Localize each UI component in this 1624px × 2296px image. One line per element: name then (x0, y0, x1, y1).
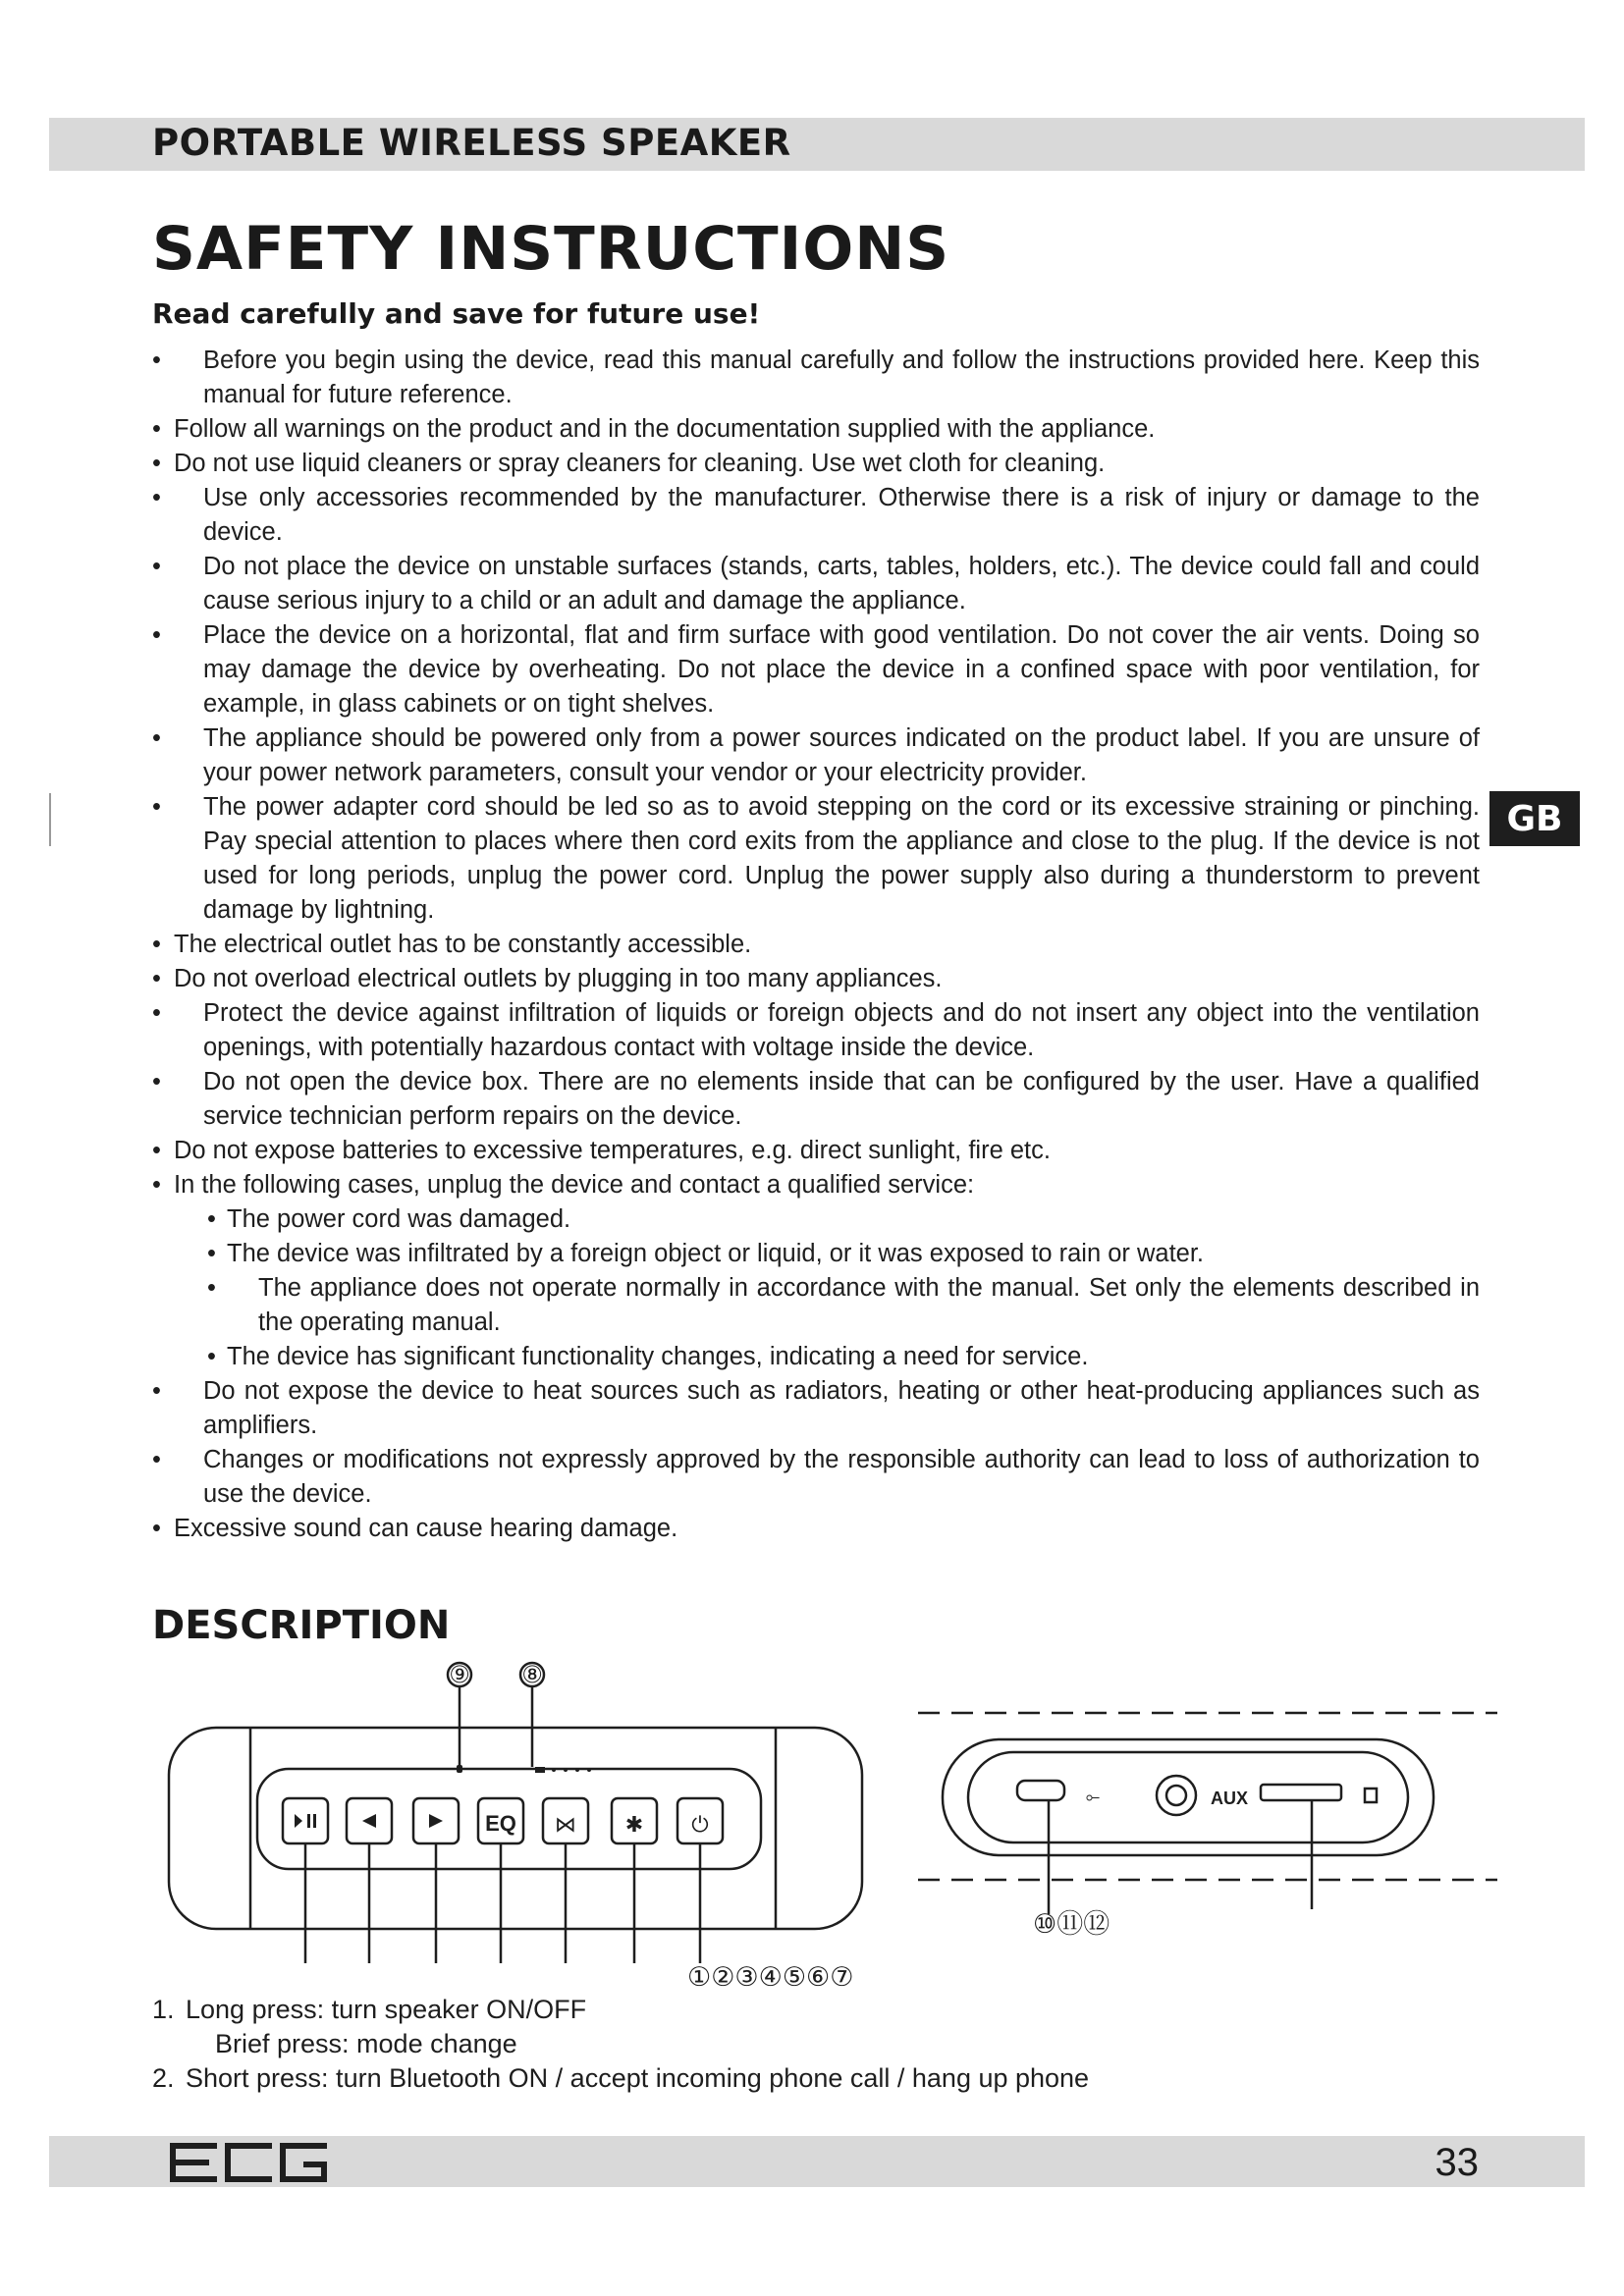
power-icon: ⏻ (691, 1813, 709, 1838)
callout-group-10-12: ⑩⑪⑫ (1033, 1909, 1110, 1940)
item-text: Long press: turn speaker ON/OFF (186, 1995, 587, 2024)
list-item (152, 2061, 1330, 2096)
list-item: • Changes or modifications not expressly approved by the responsible authority can lead to loss of authorization to use the device. (152, 1443, 1480, 1512)
item-number: 1. (152, 1995, 175, 2024)
ecg-logo (167, 2141, 334, 2184)
list-item (152, 1993, 1330, 2061)
pause-icon (307, 1814, 310, 1828)
list-item: • Excessive sound can cause hearing damage. (152, 1512, 1480, 1546)
aux-port (1157, 1776, 1196, 1815)
item-text-continued: Brief press: mode change (215, 2029, 517, 2058)
bluetooth-icon: ✱ (624, 1813, 644, 1838)
led-indicator-icon (535, 1767, 545, 1773)
list-item: • The appliance should be powered only from a power sources indicated on the product label. If you are unsure of your power network parameters, consult your vendor or your electricity provider. (152, 721, 1480, 790)
list-item: • In the following cases, unplug the device and contact a qualified service: (152, 1168, 1480, 1202)
aux-label: AUX (1210, 1789, 1249, 1808)
header-title: PORTABLE WIRELESS SPEAKER (152, 122, 791, 164)
mic-icon (457, 1765, 462, 1773)
list-item: • Follow all warnings on the product and in the documentation supplied with the appliance. (152, 412, 1480, 447)
list-item: • Do not use liquid cleaners or spray cleaners for cleaning. Use wet cloth for cleaning. (152, 447, 1480, 481)
list-item: • Do not open the device box. There are no elements inside that can be configured by the user. Have a qualified service technician perform repairs on the device. (152, 1065, 1480, 1134)
callout-group-1-7: ①②③④⑤⑥⑦ (687, 1962, 854, 1993)
play-icon (295, 1814, 302, 1828)
description-list (152, 1993, 1330, 2096)
item-text: Short press: turn Bluetooth ON / accept incoming phone call / hang up phone (186, 2063, 1090, 2093)
list-item: • Protect the device against infiltration of liquids or foreign objects and do not insert any object into the ventilation openings, with potentially hazardous contact with voltage inside the device. (152, 996, 1480, 1065)
list-item: • The power adapter cord should be led so as to avoid stepping on the cord or its excessive straining or pinching. Pay special attention to places where then cord exits from the appliance and close to the plug. If the device is not used for long periods, unplug the power cord. Unplug the power supply also during a thunderstorm to prevent damage by lightning. (152, 790, 1480, 928)
list-item: • The electrical outlet has to be constantly accessible. (152, 928, 1480, 962)
language-tab: GB (1489, 791, 1580, 846)
list-item: • Do not place the device on unstable surfaces (stands, carts, tables, holders, etc.). The device could fall and could cause serious injury to a child or an adult and damage the appliance. (152, 550, 1480, 618)
eq-label: EQ (485, 1811, 516, 1836)
usb-icon: ⟜ (1085, 1787, 1101, 1807)
sub-list-item: • The appliance does not operate normally in accordance with the manual. Set only the elements described in the operating manual. (152, 1271, 1480, 1340)
usb-port (1017, 1781, 1064, 1800)
list-item: • Before you begin using the device, read this manual carefully and follow the instructions provided here. Keep this manual for future reference. (152, 344, 1480, 412)
callout-9-number: ⑨ (449, 1661, 470, 1688)
sub-list-item: • The device was infiltrated by a foreign object or liquid, or it was exposed to rain or water. (152, 1237, 1480, 1271)
page-title: SAFETY INSTRUCTIONS (152, 214, 950, 284)
list-item: • Place the device on a horizontal, flat and firm surface with good ventilation. Do not cover the air vents. Doing so may damage the device by overheating. Do not place the device in a confined space with poor ventilation, for example, in glass cabinets or on tight shelves. (152, 618, 1480, 721)
list-item: • Do not expose the device to heat sources such as radiators, heating or other heat-producing appliances such as amplifiers. (152, 1374, 1480, 1443)
item-number: 2. (152, 2063, 175, 2093)
list-item: • Do not expose batteries to excessive temperatures, e.g. direct sunlight, fire etc. (152, 1134, 1480, 1168)
callout-8-number: ⑧ (521, 1661, 543, 1688)
list-item: • Use only accessories recommended by the manufacturer. Otherwise there is a risk of injury or damage to the device. (152, 481, 1480, 550)
previous-icon (362, 1814, 376, 1828)
list-item: • Do not overload electrical outlets by plugging in too many appliances. (152, 962, 1480, 996)
safety-subtitle: Read carefully and save for future use! (152, 297, 761, 330)
port-panel (943, 1739, 1434, 1855)
description-title: DESCRIPTION (152, 1603, 451, 1648)
sub-list-item: • The power cord was damaged. (152, 1202, 1480, 1237)
mode-icon: ⋈ (555, 1813, 576, 1838)
next-icon (429, 1814, 443, 1828)
sub-list-item: • The device has significant functionality changes, indicating a need for service. (152, 1340, 1480, 1374)
page-number: 33 (1435, 2141, 1479, 2184)
play-pause-button (283, 1798, 328, 1843)
card-slot (1261, 1785, 1341, 1800)
